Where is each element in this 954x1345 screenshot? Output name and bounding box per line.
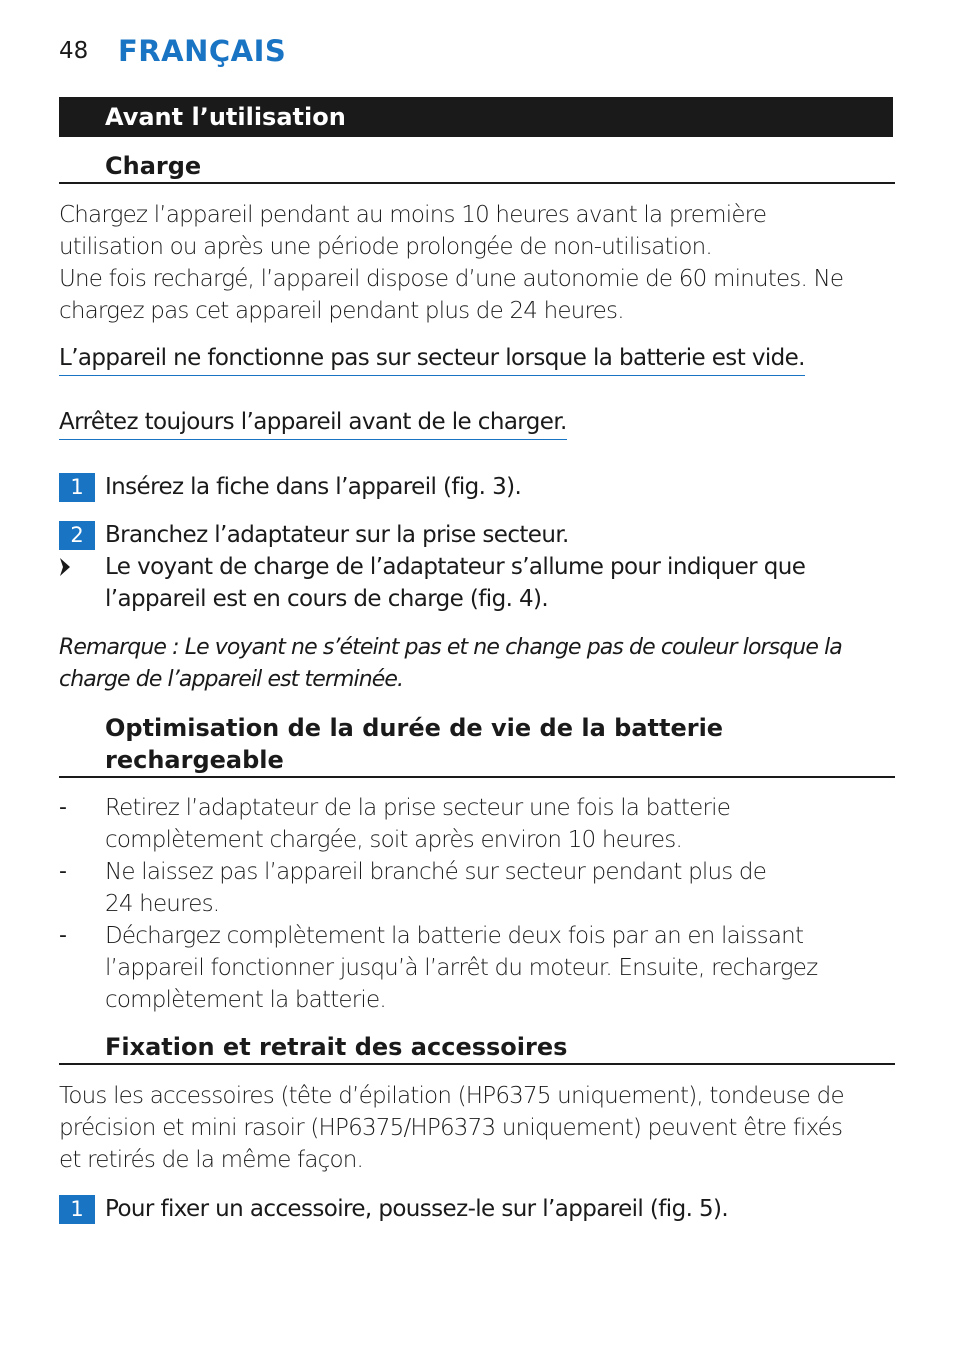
battery-heading-line: rechargeable — [105, 746, 284, 774]
charge-intro-line: Chargez l’appareil pendant au moins 10 heures avant la première — [59, 202, 767, 228]
battery-heading — [59, 712, 895, 778]
charge-intro-line: Une fois rechargé, l’appareil dispose d’une autonomie de 60 minutes. Ne — [59, 266, 844, 292]
accessories-heading-text: Fixation et retrait des accessoires — [105, 1033, 568, 1061]
right-triangle-bullet-icon — [59, 551, 71, 583]
charge-heading — [59, 150, 895, 184]
step-number-badge: 1 — [59, 473, 95, 502]
accessories-intro-line: Tous les accessoires (tête d’épilation (HP6375 uniquement), tondeuse de — [59, 1083, 844, 1109]
note-line: charge de l’appareil est terminée. — [59, 667, 404, 692]
step-number-badge: 1 — [59, 1195, 95, 1224]
language-title: FRANÇAIS — [118, 34, 287, 68]
charge-intro-line: utilisation ou après une période prolongée de non-utilisation. — [59, 234, 712, 260]
dash-bullet: - — [59, 795, 67, 820]
section-bar — [59, 97, 893, 137]
warning-empty-battery: L’appareil ne fonctionne pas sur secteur lorsque la batterie est vide. — [59, 343, 805, 376]
battery-tip-line: 24 heures. — [105, 891, 220, 917]
battery-tip-line: complètement la batterie. — [105, 987, 386, 1013]
section-title: Avant l’utilisation — [105, 103, 346, 131]
battery-tip — [105, 856, 895, 920]
accessories-heading — [59, 1031, 895, 1065]
charge-intro — [59, 199, 897, 327]
note-line: Remarque : Le voyant ne s’éteint pas et ne change pas de couleur lorsque la — [59, 635, 842, 660]
step-text: Pour fixer un accessoire, poussez-le sur l’appareil (fig. 5). — [105, 1196, 729, 1222]
battery-tip-line: complètement chargée, soit après environ 10 heures. — [105, 827, 682, 853]
page-number: 48 — [59, 38, 89, 64]
battery-tip-line: Déchargez complètement la batterie deux fois par an en laissant — [105, 923, 804, 949]
battery-tip — [105, 920, 895, 1016]
dash-bullet: - — [59, 859, 67, 884]
battery-tip — [105, 792, 895, 856]
warning-switch-off: Arrêtez toujours l’appareil avant de le charger. — [59, 407, 567, 440]
result-line: l’appareil est en cours de charge (fig. 4). — [105, 586, 549, 612]
battery-tip-line: l’appareil fonctionner jusqu’à l’arrêt du moteur. Ensuite, rechargez — [105, 955, 818, 981]
step-text: Insérez la fiche dans l’appareil (fig. 3). — [105, 474, 522, 500]
charge-intro-line: chargez pas cet appareil pendant plus de 24 heures. — [59, 298, 624, 324]
battery-tip-line: Retirez l’adaptateur de la prise secteur une fois la batterie — [105, 795, 731, 821]
accessories-intro — [59, 1080, 897, 1176]
accessories-intro-line: précision et mini rasoir (HP6375/HP6373 uniquement) peuvent être fixés — [59, 1115, 843, 1141]
step-number-badge: 2 — [59, 521, 95, 550]
charge-heading-text: Charge — [105, 152, 202, 180]
result-text — [105, 551, 895, 615]
step-text: Branchez l’adaptateur sur la prise secteur. — [105, 522, 569, 548]
battery-tip-line: Ne laissez pas l’appareil branché sur secteur pendant plus de — [105, 859, 767, 885]
result-line: Le voyant de charge de l’adaptateur s’allume pour indiquer que — [105, 554, 806, 580]
battery-heading-line: Optimisation de la durée de vie de la batterie — [105, 714, 724, 742]
dash-bullet: - — [59, 923, 67, 948]
accessories-intro-line: et retirés de la même façon. — [59, 1147, 364, 1173]
note — [59, 632, 899, 696]
